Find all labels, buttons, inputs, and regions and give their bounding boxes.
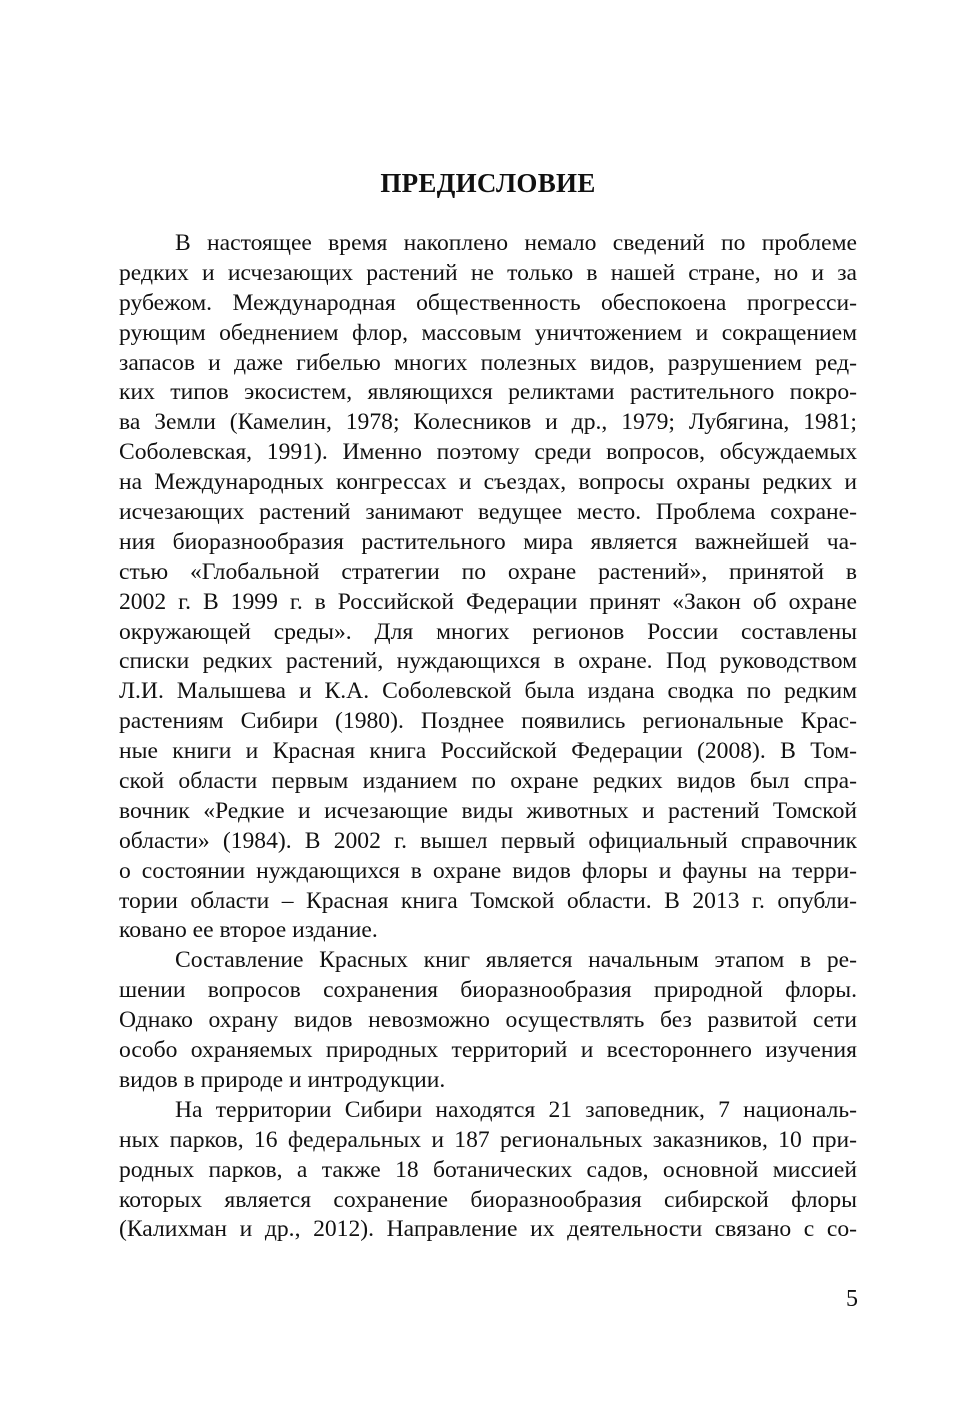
text-line: о состоянии нуждающихся в охране видов флоры и фауны на терри-: [119, 857, 857, 884]
body-text: [119, 229, 857, 1245]
text-line: Составление Красных книг является начальным этапом в ре-: [175, 947, 857, 974]
text-line: области» (1984). В 2002 г. вышел первый официальный справочник: [119, 827, 857, 854]
page-number: 5: [846, 1286, 858, 1312]
text-line: исчезающих растений занимают ведущее место. Проблема сохране-: [119, 499, 857, 526]
text-line: тории области – Красная книга Томской области. В 2013 г. опубли-: [119, 887, 857, 914]
paragraph-1: [119, 229, 857, 946]
page-title: ПРЕДИСЛОВИЕ: [380, 168, 596, 198]
text-line: Соболевская, 1991). Именно поэтому среди вопросов, обсуждаемых: [119, 439, 857, 466]
text-line: ные книги и Красная книга Российской Федерации (2008). В Том-: [119, 738, 857, 765]
paragraph-2: [119, 946, 857, 1095]
text-line: на Международных конгрессах и съездах, вопросы охраны редких и: [119, 469, 857, 496]
text-line: Однако охрану видов невозможно осуществлять без развитой сети: [119, 1007, 857, 1034]
text-line: На территории Сибири находятся 21 заповедник, 7 националь-: [175, 1096, 857, 1123]
text-line: Л.И. Малышева и К.А. Соболевской была издана сводка по редким: [119, 678, 857, 705]
text-line: шении вопросов сохранения биоразнообразия природной флоры.: [119, 977, 857, 1004]
text-line: родных парков, а также 18 ботанических садов, основной миссией: [119, 1156, 857, 1183]
paragraph-3: [119, 1096, 857, 1245]
text-line: вочник «Редкие и исчезающие виды животных и растений Томской: [119, 797, 857, 824]
text-line: ва Земли (Камелин, 1978; Колесников и др., 1979; Лубягина, 1981;: [119, 409, 857, 436]
text-line: ской области первым изданием по охране редких видов был спра-: [119, 768, 857, 795]
text-line: растениям Сибири (1980). Позднее появились региональные Крас-: [119, 708, 857, 735]
text-line: редких и исчезающих растений не только в нашей стране, но и за: [119, 259, 857, 286]
text-line: списки редких растений, нуждающихся в охране. Под руководством: [119, 648, 857, 675]
text-line: стью «Глобальной стратегии по охране растений», принятой в: [119, 558, 857, 585]
text-line: ния биоразнообразия растительного мира является важнейшей ча-: [119, 528, 857, 555]
text-line: ковано ее второе издание.: [119, 917, 378, 944]
text-line: которых является сохранение биоразнообразия сибирской флоры: [119, 1186, 857, 1213]
text-line: рубежом. Международная общественность обеспокоена прогресси-: [119, 289, 857, 316]
text-line: В настоящее время накоплено немало сведений по проблеме: [175, 230, 857, 256]
text-line: особо охраняемых природных территорий и всестороннего изучения: [119, 1037, 857, 1064]
text-line: окружающей среды». Для многих регионов России составлены: [119, 618, 857, 645]
text-line: (Калихман и др., 2012). Направление их деятельности связано с со-: [119, 1216, 857, 1243]
text-line: рующим обеднением флор, массовым уничтожением и сокращением: [119, 319, 857, 346]
text-line: запасов и даже гибелью многих полезных видов, разрушением ред-: [119, 349, 857, 376]
text-line: ных парков, 16 федеральных и 187 региональных заказников, 10 при-: [119, 1126, 857, 1153]
text-line: 2002 г. В 1999 г. в Российской Федерации принят «Закон об охране: [119, 588, 857, 615]
text-line: видов в природе и интродукции.: [119, 1066, 446, 1093]
text-line: ких типов экосистем, являющихся реликтами растительного покро-: [119, 379, 857, 406]
